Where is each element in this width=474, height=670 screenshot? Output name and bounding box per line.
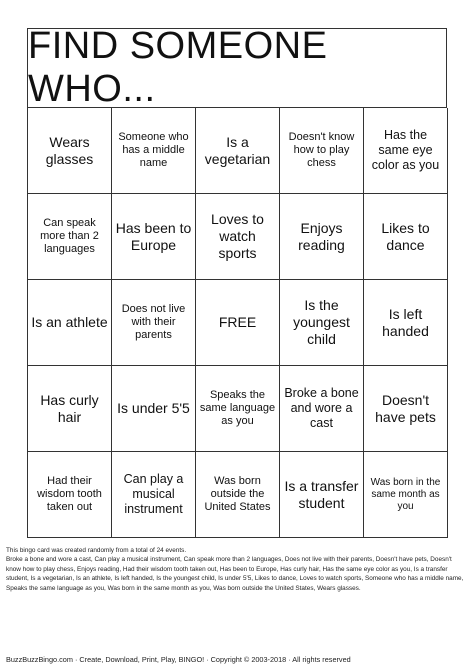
bingo-cell: Does not live with their parents: [112, 280, 196, 366]
bingo-cell: Wears glasses: [28, 108, 112, 194]
bingo-cell: Likes to dance: [364, 194, 448, 280]
bingo-cell: Was born outside the United States: [196, 452, 280, 538]
bingo-cell: Is under 5'5: [112, 366, 196, 452]
bingo-cell: Loves to watch sports: [196, 194, 280, 280]
bingo-cell: Enjoys reading: [280, 194, 364, 280]
description-intro: This bingo card was created randomly from a total of 24 events.: [6, 547, 187, 554]
bingo-cell: Doesn't have pets: [364, 366, 448, 452]
bingo-cell: Someone who has a middle name: [112, 108, 196, 194]
bingo-cell: Had their wisdom tooth taken out: [28, 452, 112, 538]
bingo-cell: Is left handed: [364, 280, 448, 366]
bingo-grid: [27, 107, 447, 538]
bingo-cell: Is a vegetarian: [196, 108, 280, 194]
bingo-cell: Can speak more than 2 languages: [28, 194, 112, 280]
bingo-cell: Has the same eye color as you: [364, 108, 448, 194]
bingo-cell: Has curly hair: [28, 366, 112, 452]
description-events: Broke a bone and wore a cast, Can play a musical instrument, Can speak more than 2 languages, Does not live with their parents, Doesn't have pets, Doesn't know how to play chess, Enjoys reading, Had their wisdom tooth taken out, Has been to Europe, Has curly hair, Has the same eye color as you, Is a transfer student, Is a vegetarian, Is an athlete, Is left handed, Is the youngest child, Is under 5'5, Likes to dance, Loves to watch sports, Someone who has a middle name, Speaks the same language as you, Was born in the same month as you, Was born outside the United States, Wears glasses.: [6, 556, 464, 592]
title-box: [27, 25, 447, 110]
bingo-cell: Speaks the same language as you: [196, 366, 280, 452]
bingo-cell: Doesn't know how to play chess: [280, 108, 364, 194]
bingo-card: [27, 25, 447, 538]
bingo-cell: Is a transfer student: [280, 452, 364, 538]
bingo-cell: Can play a musical instrument: [112, 452, 196, 538]
card-title: FIND SOMEONE WHO...: [28, 25, 328, 110]
bingo-cell: Was born in the same month as you: [364, 452, 448, 538]
card-description: [6, 546, 468, 593]
site-footer: BuzzBuzzBingo.com · Create, Download, Print, Play, BINGO! · Copyright © 2003-2018 · All rights reserved: [6, 655, 351, 664]
bingo-cell: Is an athlete: [28, 280, 112, 366]
bingo-cell: Is the youngest child: [280, 280, 364, 366]
bingo-cell: Has been to Europe: [112, 194, 196, 280]
free-cell: FREE: [196, 280, 280, 366]
bingo-cell: Broke a bone and wore a cast: [280, 366, 364, 452]
